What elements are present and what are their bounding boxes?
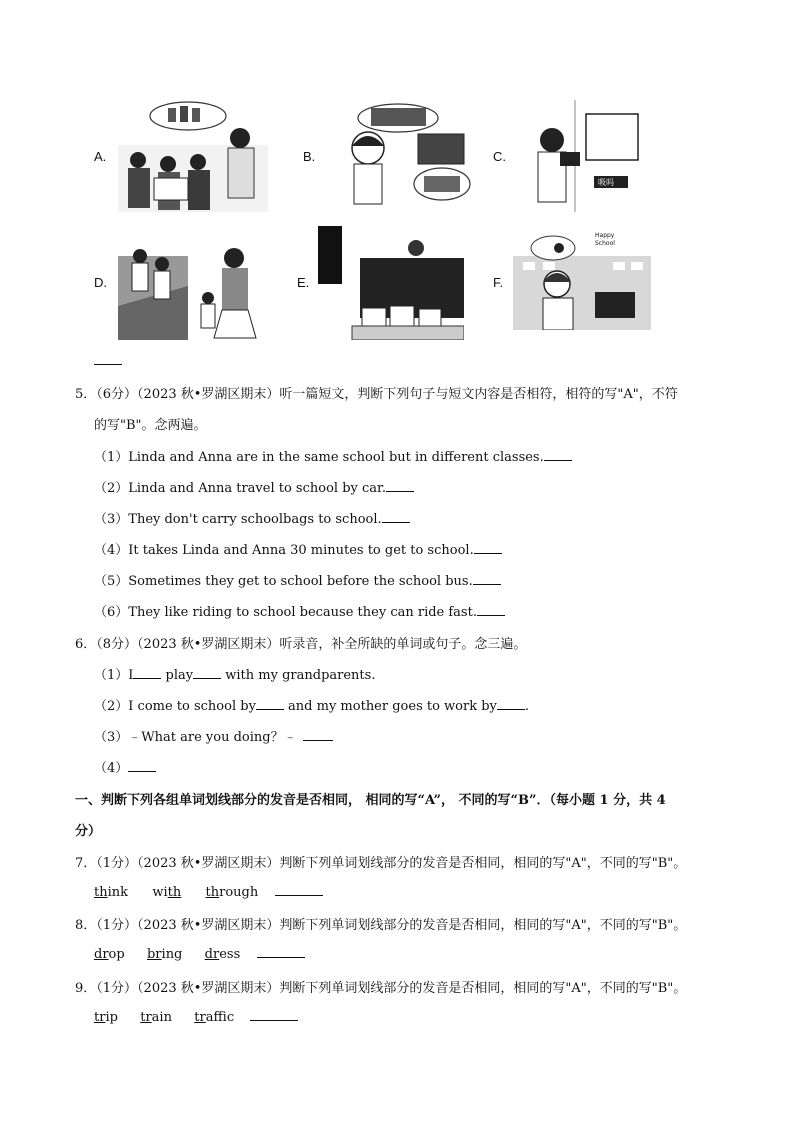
q8-words — [94, 945, 305, 962]
picture-d-illustration — [118, 226, 268, 340]
q5-blank-5[interactable] — [473, 572, 501, 585]
q5-blank-1[interactable] — [544, 448, 572, 461]
picture-label-a: A. — [94, 149, 107, 164]
q6-item-2: （2）I come to school by and my mother goes to work by . — [94, 699, 530, 714]
q7-heading: 7．（1分）（2023 秋•罗湖区期末）判断下列单词划线部分的发音是否相同，相同的写"A"，不同的写"B"。 — [75, 856, 687, 871]
picture-label-b: B. — [303, 149, 316, 164]
q5-item-2: （2）Linda and Anna travel to school by car. — [94, 477, 414, 496]
q7-words — [94, 883, 323, 900]
section-heading: 一、判断下列各组单词划线部分的发音是否相同， 相同的写“A”， 不同的写“B”．（每小题 1 分，共 4 — [75, 793, 666, 808]
q7-word-1: think — [94, 885, 129, 900]
q8-heading: 8．（1分）（2023 秋•罗湖区期末）判断下列单词划线部分的发音是否相同，相同的写"A"，不同的写"B"。 — [75, 918, 687, 933]
q5-item-3: （3）They don't carry schoolbags to school. — [94, 508, 410, 527]
q6-blank-3[interactable] — [303, 728, 333, 741]
picture-label-c: C. — [493, 149, 506, 164]
q5-blank-4[interactable] — [474, 541, 502, 554]
section-heading-cont: 分） — [75, 824, 102, 839]
q9-answer-blank[interactable] — [250, 1008, 298, 1021]
q8-word-2: bring — [146, 947, 183, 962]
q7-answer-blank[interactable] — [275, 883, 323, 896]
q9-word-2: train — [140, 1010, 172, 1025]
q5-blank-3[interactable] — [382, 510, 410, 523]
answer-blank-pictures[interactable] — [94, 364, 122, 365]
picture-b-illustration — [326, 100, 471, 212]
picture-e-illustration — [316, 226, 464, 340]
q6-blank-2a[interactable] — [256, 697, 284, 710]
picture-c-sign: 吸吗 — [598, 178, 614, 187]
q8-word-3: dress — [204, 947, 241, 962]
q5-item-6: （6）They like riding to school because they can ride fast. — [94, 601, 505, 620]
q9-word-3: traffic — [194, 1010, 235, 1025]
picture-label-f: F. — [493, 275, 504, 290]
q5-blank-2[interactable] — [386, 479, 414, 492]
picture-label-d: D. — [94, 275, 107, 290]
q9-word-1: trip — [94, 1010, 118, 1025]
q6-item-1: （1）I play with my grandparents. — [94, 668, 376, 683]
q5-heading-cont: 的写"B"。念两遍。 — [94, 418, 207, 433]
q9-words — [94, 1008, 298, 1025]
q6-heading: 6．（8分）（2023 秋•罗湖区期末）听录音，补全所缺的单词或句子。念三遍。 — [75, 637, 527, 652]
q5-blank-6[interactable] — [477, 603, 505, 616]
q6-blank-2b[interactable] — [497, 697, 525, 710]
q6-item-4: （4） — [94, 757, 156, 776]
q6-item-3: （3）﹣What are you doing？﹣ — [94, 726, 333, 745]
q5-item-5: （5）Sometimes they get to school before the school bus. — [94, 570, 501, 589]
q7-word-3: through — [205, 885, 259, 900]
q6-blank-4[interactable] — [128, 759, 156, 772]
picture-f-sign-line1: Happy — [595, 232, 615, 239]
q6-blank-1b[interactable] — [193, 666, 221, 679]
q7-word-2: with — [152, 885, 182, 900]
q5-heading: 5．（6分）（2023 秋•罗湖区期末）听一篇短文，判断下列句子与短文内容是否相符，相符的写"A"，不符 — [75, 387, 678, 402]
picture-f-sign-line2: School — [595, 240, 615, 247]
q6-blank-1a[interactable] — [133, 666, 161, 679]
q5-item-1: （1）Linda and Anna are in the same school but in different classes. — [94, 446, 572, 465]
picture-a-illustration — [118, 100, 268, 212]
q5-item-4: （4）It takes Linda and Anna 30 minutes to get to school. — [94, 539, 502, 558]
q8-answer-blank[interactable] — [257, 945, 305, 958]
q8-word-1: drop — [94, 947, 125, 962]
picture-label-e: E. — [297, 275, 310, 290]
picture-f-illustration — [513, 226, 651, 330]
picture-c-illustration — [520, 100, 645, 212]
q9-heading: 9．（1分）（2023 秋•罗湖区期末）判断下列单词划线部分的发音是否相同，相同的写"A"，不同的写"B"。 — [75, 981, 687, 996]
